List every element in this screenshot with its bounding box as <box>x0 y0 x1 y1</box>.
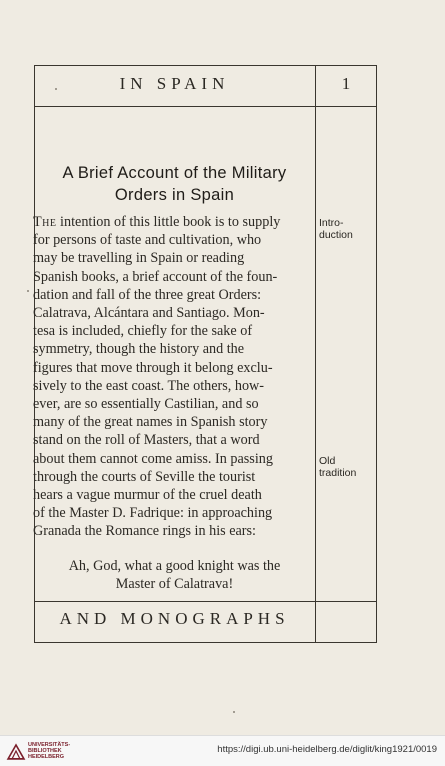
paper-speck <box>233 711 235 713</box>
text-line: many of the great names in Spanish story <box>33 414 268 431</box>
text-line: dation and fall of the three great Orders: <box>33 286 262 303</box>
chapter-title <box>34 162 315 206</box>
footer-rule <box>34 601 377 602</box>
text-line: tesa is included, chiefly for the sake of <box>33 323 253 340</box>
text-line: may be travelling in Spain or reading <box>33 250 245 267</box>
text-line: about them cannot come amiss. In passing <box>33 450 273 467</box>
verse-line-2: Master of Calatrava! <box>115 576 234 592</box>
permalink-url[interactable]: https://digi.ub.uni-heidelberg.de/diglit/king1921/0019 <box>217 744 437 755</box>
text-line: sively to the east coast. The others, how- <box>33 377 265 394</box>
text-line: stand on the roll of Masters, that a word <box>33 432 260 449</box>
text-line: hears a vague murmur of the cruel death <box>33 487 262 504</box>
body-paragraph <box>33 213 316 541</box>
verse-line-1: Ah, God, what a good knight was the <box>68 558 281 574</box>
first-word: The <box>33 214 57 230</box>
side-note-old-tradition: Old tradition <box>319 455 357 479</box>
text-line: Calatrava, Alcántara and Santiago. Mon- <box>33 305 265 322</box>
verse-quote <box>34 557 315 593</box>
page-number: 1 <box>341 74 351 93</box>
university-library-logo-icon <box>6 741 26 761</box>
chapter-title-line-1: A Brief Account of the Military <box>62 164 287 182</box>
paper-speck <box>27 290 29 292</box>
text-line: Granada the Romance rings in his ears: <box>33 523 256 540</box>
running-header: IN SPAIN <box>119 74 230 93</box>
header-rule <box>34 106 377 107</box>
library-name: UNIVERSITÄTS- BIBLIOTHEK HEIDELBERG <box>28 742 71 760</box>
running-footer: AND MONOGRAPHS <box>59 609 290 628</box>
text-line: ever, are so essentially Castilian, and so <box>33 396 259 413</box>
chapter-title-line-2: Orders in Spain <box>114 186 235 204</box>
text-line: Spanish books, a brief account of the foun- <box>33 268 278 285</box>
text-line: of the Master D. Fadrique: in approaching <box>33 505 273 522</box>
paper-speck <box>55 88 57 90</box>
text-line: figures that move through it belong exclu- <box>33 359 273 376</box>
text-line: symmetry, though the history and the <box>33 341 245 358</box>
text-line: The intention of this little book is to supply <box>33 214 281 230</box>
text-line: through the courts of Seville the tourist <box>33 468 256 485</box>
viewer-footer-bar <box>0 735 445 766</box>
side-note-introduction: Intro- duction <box>319 217 353 241</box>
text-line: for persons of taste and cultivation, who <box>33 232 262 249</box>
